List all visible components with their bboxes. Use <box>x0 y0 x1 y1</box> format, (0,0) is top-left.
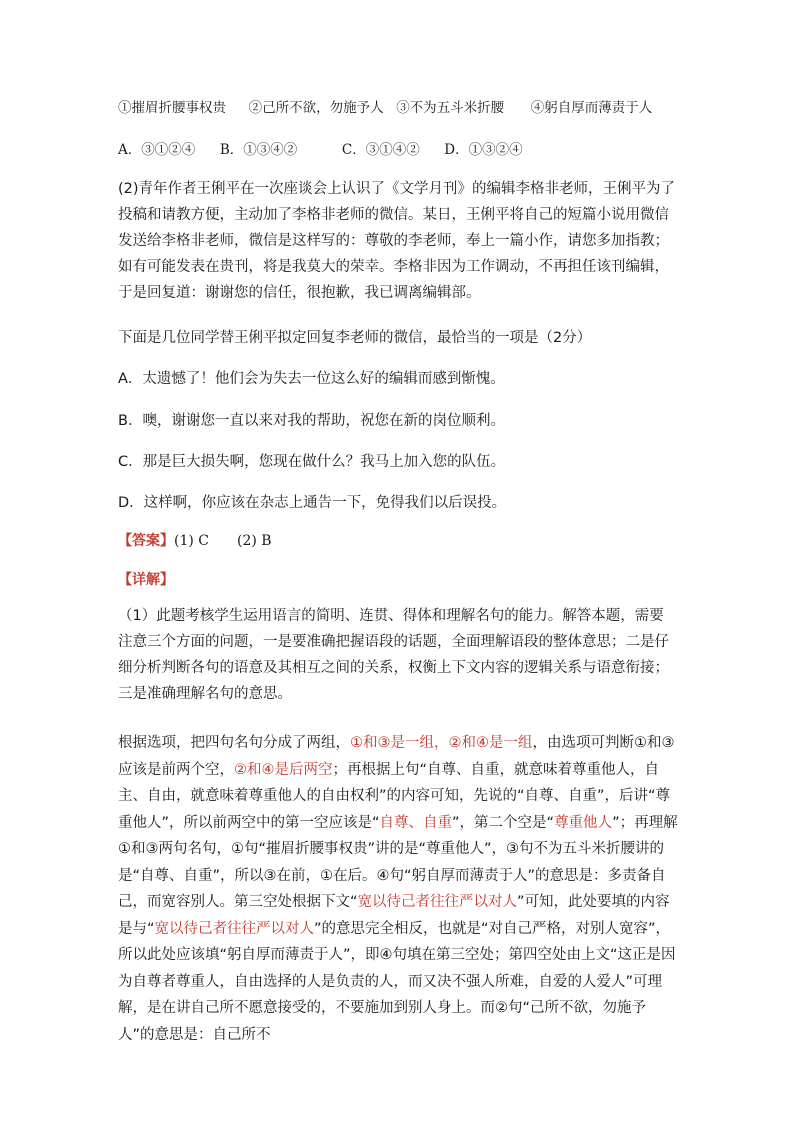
highlighted-text: ②和④是后两空 <box>234 761 333 778</box>
idiom-2: ②己所不欲，勿施予人 <box>248 100 384 116</box>
q1-option-c: C．③①④② <box>341 142 420 158</box>
idiom-4: ④躬自厚而薄责于人 <box>530 100 653 116</box>
q2-stem: (2)青年作者王俐平在一次座谈会上认识了《文学月刊》的编辑李格非老师，王俐平为了投稿和请教方便，主动加了李格非老师的微信。某日，王俐平将自己的短篇小说用微信发送给李格非老师，微信是这样写的：尊敬的李老师，奉上一篇小作，请您多加指教；如有可能发表在贵刊，将是我莫大的荣幸。李格非因为工作调动，不再担任该刊编辑，于是回复道：谢谢您的信任，很抱歉，我已调离编辑部。 <box>118 181 676 301</box>
highlighted-text: 尊重他人 <box>554 814 613 831</box>
paragraph-text: 根据选项，把四句名句分成了两组， <box>118 735 350 751</box>
q2-choice-a: A．太遗憾了！他们会为失去一位这么好的编辑而感到惭愧。 <box>118 371 505 387</box>
highlighted-text: 宽以待己者往往严以对人 <box>357 894 518 910</box>
q1-option-a: A．③①②④ <box>118 142 196 158</box>
q1-options <box>118 138 523 158</box>
paragraph-text: ”可知，此处要填的内容是与“ <box>118 894 670 937</box>
answer-text: (1) C (2) B <box>174 533 272 549</box>
paragraph-text: ”的意思完全相反，也就是“对自己严格，对别人宽容”，所以此处应该填“躬自厚而薄责于人”，即④句填在第三空处；第四空处由上文“这正是因为自尊者尊重人，自由选择的人是负责的人，而又决不强人所难，自爱的人爱人”可理解，是在讲自己所不愿意接受的，不要施加到别人身上。而②句“己所不欲，勿施予人”的意思是：自己所不 <box>118 920 676 1043</box>
highlighted-text: 宽以待己者往往严以对人 <box>154 920 315 937</box>
highlighted-text: 自尊、自重 <box>379 814 453 831</box>
highlighted-text: ①和③是一组，②和④是一组 <box>350 735 533 751</box>
q2-choice-d: D．这样啊，你应该在杂志上通告一下，免得我们以后误投。 <box>118 495 507 511</box>
detail-paragraph-2 <box>118 730 678 1048</box>
detail-tag <box>118 569 174 589</box>
paragraph-text: ，由选项可判断①和③应该是前两个空， <box>118 735 675 778</box>
q2-prompt: 下面是几位同学替王俐平拟定回复李老师的微信，最恰当的一项是（2分） <box>118 330 592 346</box>
q2-choice-b: B．噢，谢谢您一直以来对我的帮助，祝您在新的岗位顺利。 <box>118 413 505 429</box>
idiom-3: ③不为五斗米折腰 <box>396 100 505 116</box>
q2-choice-c: C．那是巨大损失啊，您现在做什么？我马上加入您的队伍。 <box>118 454 506 470</box>
q1-option-b: B．①③④② <box>219 142 298 158</box>
detail-tag-label: 【详解】 <box>118 572 174 588</box>
idiom-list <box>118 96 652 116</box>
detail-paragraph-1: （1）此题考核学生运用语言的简明、连贯、得体和理解名句的能力。解答本题，需要注意三个方面的问题，一是要准确把握语段的话题，全面理解语段的整体意思；二是仔细分析判断各句的语意及其相互之间的关系，权衡上下文内容的逻辑关系与语意衔接；三是准确理解名句的意思。 <box>118 608 669 702</box>
paragraph-text: ；再根据上句“自尊、自重，就意味着尊重他人，自主、自由，就意味着尊重他人的自由权利”的内容可知，先说的“自尊、自重”，后讲“尊重他人”，所以前两空中的第一空应该是“ <box>118 761 671 831</box>
paragraph-text: ”，第二个空是“ <box>452 814 555 831</box>
paragraph-text: ”；再理解①和③两句名句，①句“摧眉折腰事权贵”讲的是“尊重他人”，③句不为五斗米折腰讲的是“自尊、自重”，所以③在前，①在后。④句“躬自厚而薄责于人”的意思是：多责备自己，而宽容别人。第三空处根据下文“ <box>118 814 678 910</box>
answer-tag: 【答案】 <box>118 533 174 549</box>
q1-option-d: D．①③②④ <box>444 142 523 158</box>
idiom-1: ①摧眉折腰事权贵 <box>118 100 226 116</box>
answer-line <box>118 530 272 550</box>
